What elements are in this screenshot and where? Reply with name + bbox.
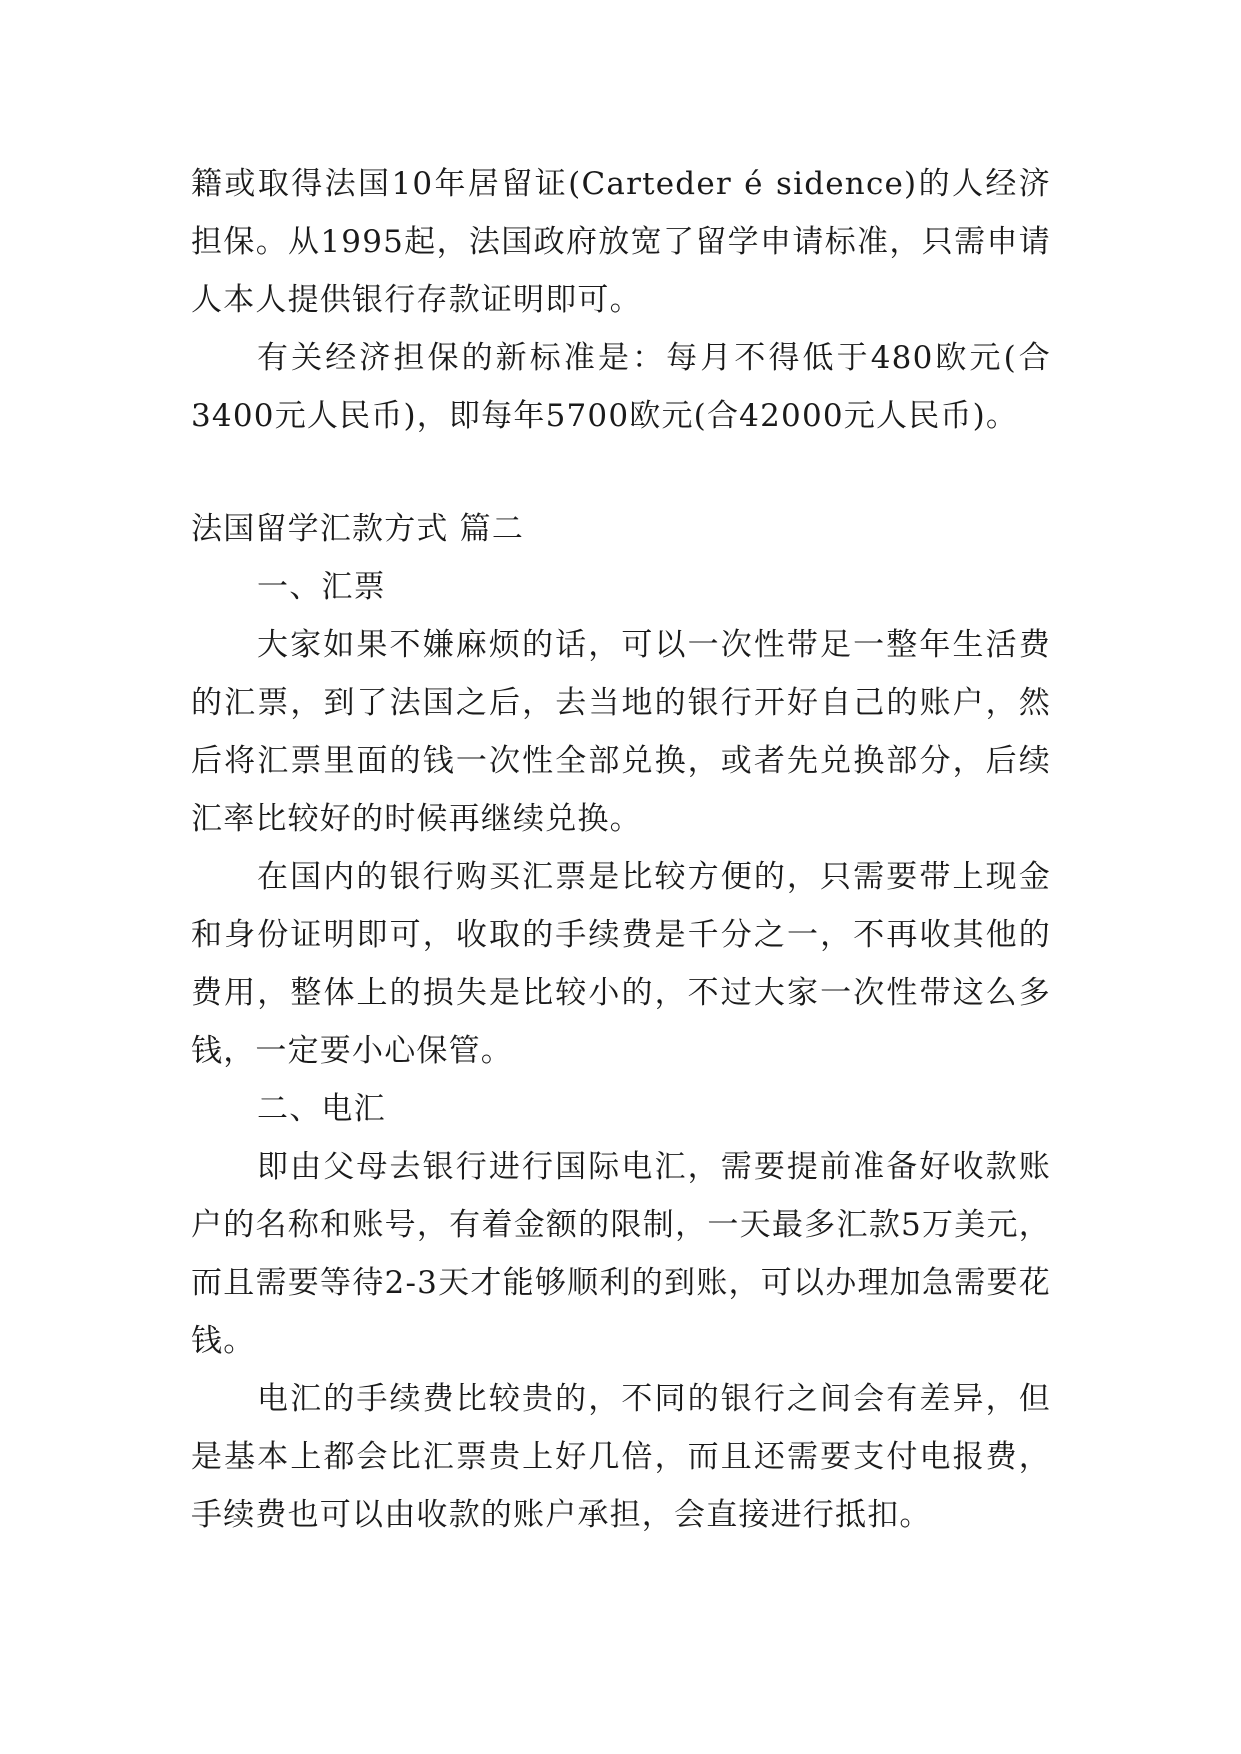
subsection-title-wire-transfer: 二、电汇 (257, 1091, 386, 1127)
document-body (191, 155, 1051, 1544)
wire-transfer-paragraph-2: 电汇的手续费比较贵的，不同的银行之间会有差异，但是基本上都会比汇票贵上好几倍，而且还需要支付电报费，手续费也可以由收款的账户承担，会直接进行抵扣。 (191, 1381, 1051, 1533)
economic-guarantee-paragraph: 有关经济担保的新标准是：每月不得低于480欧元(合3400元人民币)，即每年5700欧元(合42000元人民币)。 (191, 340, 1051, 434)
wire-transfer-paragraph-1: 即由父母去银行进行国际电汇，需要提前准备好收款账户的名称和账号，有着金额的限制，一天最多汇款5万美元，而且需要等待2-3天才能够顺利的到账，可以办理加急需要花钱。 (191, 1149, 1051, 1359)
subsection-title-draft: 一、汇票 (257, 569, 386, 605)
intro-paragraph: 籍或取得法国10年居留证(Carteder é sidence)的人经济担保。从1995起，法国政府放宽了留学申请标准，只需申请人本人提供银行存款证明即可。 (191, 166, 1051, 318)
draft-paragraph-1: 大家如果不嫌麻烦的话，可以一次性带足一整年生活费的汇票，到了法国之后，去当地的银行开好自己的账户，然后将汇票里面的钱一次性全部兑换，或者先兑换部分，后续汇率比较好的时候再继续兑换。 (191, 627, 1051, 837)
draft-paragraph-2: 在国内的银行购买汇票是比较方便的，只需要带上现金和身份证明即可，收取的手续费是千分之一，不再收其他的费用，整体上的损失是比较小的，不过大家一次性带这么多钱，一定要小心保管。 (191, 859, 1051, 1069)
section-title: 法国留学汇款方式 篇二 (191, 511, 525, 547)
